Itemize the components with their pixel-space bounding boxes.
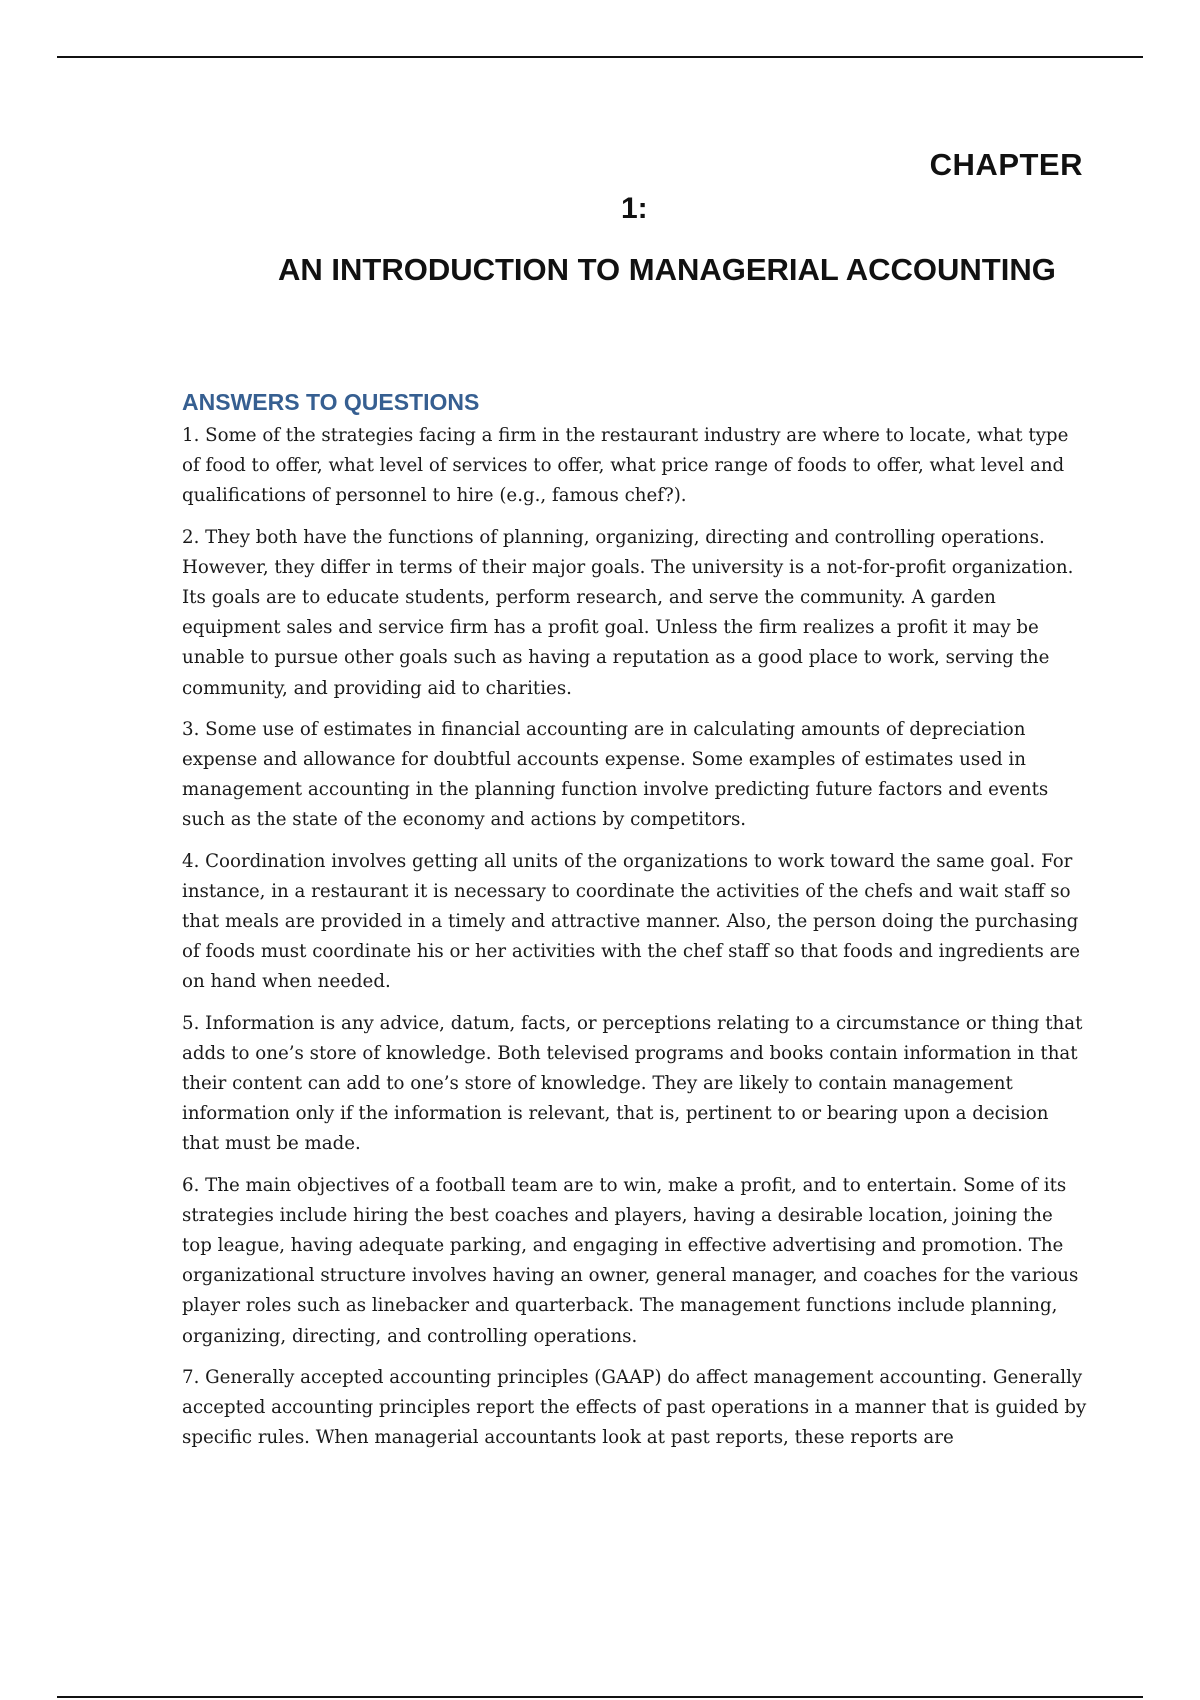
answers-section — [182, 388, 1088, 1465]
bottom-rule — [57, 1696, 1143, 1698]
answer-3: 3. Some use of estimates in financial accounting are in calculating amounts of depreciation expense and allowance for doubtful accounts expense. Some examples of estimates used in management accounting in the planning function involve predicting future factors and events such as the state of the economy and actions by competitors. — [182, 718, 1049, 831]
chapter-number: 1: — [621, 192, 648, 225]
chapter-label: CHAPTER — [929, 147, 1083, 182]
chapter-title: AN INTRODUCTION TO MANAGERIAL ACCOUNTING — [278, 252, 1056, 287]
answer-7: 7. Generally accepted accounting principles (GAAP) do affect management accounting. Generally accepted accounting principles report the effects of past operations in a manner that is guided by specific rules. When managerial accountants look at past reports, these reports are — [182, 1366, 1087, 1449]
answer-5: 5. Information is any advice, datum, facts, or perceptions relating to a circumstance or thing that adds to one’s store of knowledge. Both televised programs and books contain information in that their content can add to one’s store of knowledge. They are likely to contain management information only if the information is relevant, that is, pertinent to or bearing upon a decision that must be made. — [182, 1012, 1083, 1155]
section-heading: ANSWERS TO QUESTIONS — [182, 389, 480, 415]
answer-1: 1. Some of the strategies facing a firm in the restaurant industry are where to locate, what type of food to offer, what level of services to offer, what price range of foods to offer, what level and qualifications of personnel to hire (e.g., famous chef?). — [182, 425, 1069, 507]
answer-6: 6. The main objectives of a football team are to win, make a profit, and to entertain. Some of its strategies include hiring the best coaches and players, having a desirable location, joining the top league, having adequate parking, and engaging in effective advertising and promotion. The organizational structure involves having an owner, general manager, and coaches for the various player roles such as linebacker and quarterback. The management functions include planning, organizing, directing, and controlling operations. — [182, 1174, 1079, 1347]
answer-4: 4. Coordination involves getting all units of the organizations to work toward the same goal. For instance, in a restaurant it is necessary to coordinate the activities of the chefs and wait staff so that meals are provided in a timely and attractive manner. Also, the person doing the purchasing of foods must coordinate his or her activities with the chef staff so that foods and ingredients are on hand when needed. — [182, 850, 1080, 993]
answer-2: 2. They both have the functions of planning, organizing, directing and controlling operations. However, they differ in terms of their major goals. The university is a not-for-profit organization. Its goals are to educate students, perform research, and serve the community. A garden equipment sales and service firm has a profit goal. Unless the firm realizes a profit it may be unable to pursue other goals such as having a reputation as a good place to work, serving the community, and providing aid to charities. — [182, 526, 1074, 699]
top-rule — [57, 56, 1143, 58]
